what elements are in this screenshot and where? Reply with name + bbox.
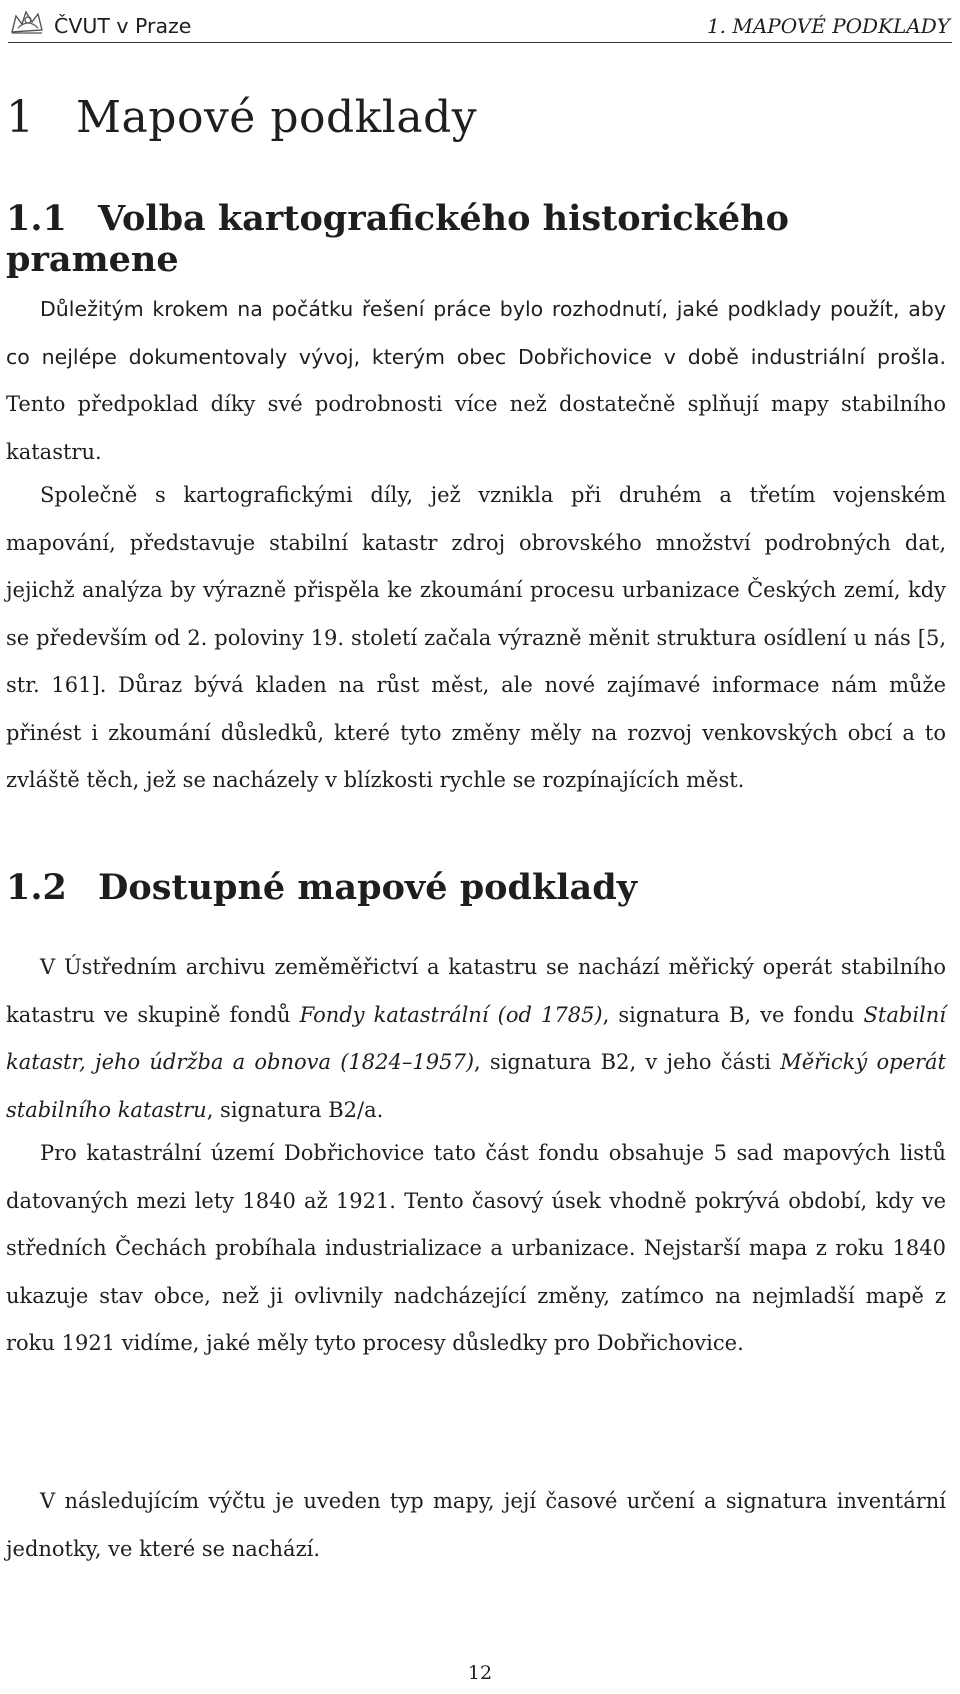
paragraph-text: V Ústředním archivu zeměměřictví a katastru se nachází měřický operát stabilního katastru ve skupině fondů bbox=[6, 955, 946, 1027]
chapter-number: 1 bbox=[6, 92, 35, 143]
paragraph: V následujícím výčtu je uveden typ mapy, její časové určení a signatura inventární jednotky, ve které se nachází. bbox=[6, 1489, 946, 1561]
paragraph-text: , signatura B2, v jeho části bbox=[474, 1050, 781, 1074]
section-number: 1.2 bbox=[6, 867, 67, 908]
paragraph-text: , signatura B2/a. bbox=[206, 1097, 384, 1122]
section-title-text: Dostupné mapové podklady bbox=[98, 867, 638, 908]
paragraph bbox=[6, 286, 946, 476]
header-chapter: 1. MAPOVÉ PODKLADY bbox=[706, 14, 950, 38]
section-title bbox=[6, 198, 960, 280]
header-institution: ČVUT v Praze bbox=[54, 14, 192, 38]
paragraph-text: Tento předpoklad díky své podrobnosti více než dostatečně splňují mapy stabilního katastru. bbox=[6, 392, 946, 464]
fund-name: Fondy katastrální (od 1785) bbox=[299, 1002, 603, 1027]
section-number: 1.1 bbox=[6, 198, 67, 239]
paragraph-text: , signatura B, ve fondu bbox=[602, 1002, 864, 1027]
paragraph bbox=[6, 944, 946, 1134]
paragraph-text: Důležitým krokem na počátku řešení práce bylo rozhodnutí, jaké podklady použít, aby co nejlépe dokumentovaly vývoj, kterým obec Dobřichovice v době industriální prošla. bbox=[6, 297, 946, 369]
page-number: 12 bbox=[467, 1662, 493, 1684]
university-logo-icon bbox=[8, 8, 48, 36]
paragraph: Společně s kartografickými díly, jež vznikla při druhém a třetím vojenském mapování, představuje stabilní katastr zdroj obrovského množství podrobných dat, jejichž analýza by výrazně přispěla ke zkoumání procesu urbanizace Českých zemí, kdy se především od 2. poloviny 19. století začala výrazně měnit struktura osídlení u nás [5, str. 161]. Důraz bývá kladen na růst měst, ale nové zajímavé informace nám může přinést i zkoumání důsledků, které tyto změny měly na rozvoj venkovských obcí a to zvláště těch, jež se nacházely v blízkosti rychle se rozpínajících měst. bbox=[6, 483, 946, 792]
chapter-title-text: Mapové podklady bbox=[76, 92, 478, 143]
paragraph: Pro katastrální území Dobřichovice tato část fondu obsahuje 5 sad mapových listů datovaných mezi lety 1840 až 1921. Tento časový úsek vhodně pokrývá období, kdy ve středních Čechách probíhala industrializace a urbanizace. Nejstarší mapa z roku 1840 ukazuje stav obce, než ji ovlivnily nadcházející změny, zatímco na nejmladší mapě z roku 1921 vidíme, jaké měly tyto procesy důsledky pro Dobřichovice. bbox=[6, 1141, 946, 1355]
section-title bbox=[6, 867, 637, 908]
chapter-title bbox=[6, 92, 477, 143]
fund-name: Stabilní katastr, jeho údržba a obnova (1824–1957) bbox=[6, 1002, 946, 1074]
fund-part-name: Měřický operát stabilního katastru bbox=[6, 1050, 946, 1122]
running-header bbox=[8, 6, 952, 43]
section-title-text: Volba kartografického historického pramene bbox=[6, 198, 789, 280]
